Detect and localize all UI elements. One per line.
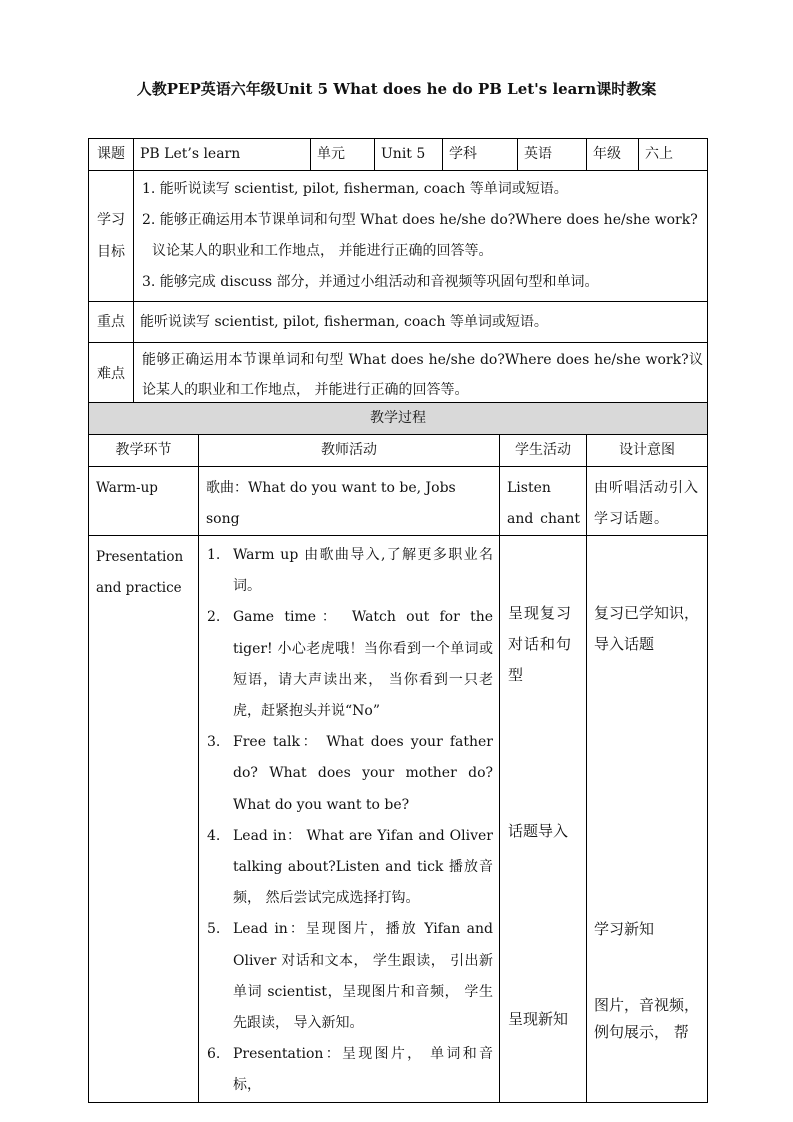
document-title: 人教PEP英语六年级Unit 5 What does he do PB Let's learn课时教案	[136, 80, 657, 98]
process-table	[88, 402, 708, 1103]
item-number: 6.	[207, 1046, 221, 1063]
teacher-activity-item	[207, 821, 493, 915]
item-text: Warm up 由歌曲导入,了解更多职业名词。	[233, 547, 493, 595]
student-activity-3: 呈现新知	[508, 1010, 569, 1028]
difficulty-row	[89, 343, 708, 407]
item-number: 2.	[207, 609, 221, 626]
objectives-row	[89, 171, 708, 302]
student-activity-1: 呈现复习对话和句型	[508, 604, 573, 684]
teacher-activity-item	[207, 727, 493, 821]
difficulty-text: 能够正确运用本节课单词和句型 What does he/she do?Where does he/she work?议论某人的职业和工作地点， 并能进行正确的回答等。	[134, 343, 708, 407]
column-student: 学生活动	[500, 435, 587, 467]
subject-value: 英语	[518, 139, 587, 171]
item-text: Lead in： What are Yifan and Oliver talking about?Listen and tick 播放音频， 然后尝试完成选择打钩。	[233, 827, 493, 907]
presentation-stage-line2: and practice	[96, 580, 182, 596]
objective-item: 2. 能够正确运用本节课单词和句型 What does he/she do?Where does he/she work?	[142, 212, 698, 228]
unit-value: Unit 5	[375, 139, 443, 171]
info-row	[89, 139, 708, 171]
objective-item: 1. 能听说读写 scientist, pilot, fisherman, coach 等单词或短语。	[142, 181, 568, 197]
key-point-row	[89, 302, 708, 343]
purpose-1: 复习已学知识，导入话题	[594, 604, 700, 653]
column-stage: 教学环节	[89, 435, 199, 467]
item-number: 5.	[207, 921, 221, 938]
subject-label: 学科	[443, 139, 518, 171]
grade-label: 年级	[587, 139, 639, 171]
warmup-stage: Warm-up	[89, 467, 199, 536]
warmup-purpose: 由听唱活动引入学习话题。	[587, 467, 708, 536]
column-purpose: 设计意图	[587, 435, 708, 467]
presentation-stage	[89, 536, 199, 1103]
lesson-value: PB Let’s learn	[134, 139, 311, 171]
purpose-2: 学习新知	[594, 920, 655, 938]
presentation-row	[89, 536, 708, 1103]
warmup-row	[89, 467, 708, 536]
item-number: 3.	[207, 734, 221, 751]
objective-item: 3. 能够完成 discuss 部分，并通过小组活动和音视频等巩固句型和单词。	[142, 274, 599, 290]
grade-value: 六上	[639, 139, 708, 171]
teacher-activity-item	[207, 540, 493, 602]
key-point-label: 重点	[89, 302, 134, 343]
item-number: 4.	[207, 827, 221, 844]
item-text: Free talk： What does your father do? What does your mother do?What do you want to be?	[233, 734, 493, 813]
objectives-label	[89, 171, 134, 302]
student-activity-2: 话题导入	[508, 822, 569, 840]
difficulty-label: 难点	[89, 343, 134, 407]
warmup-student: Listen and chant	[500, 467, 587, 536]
objective-item: 议论某人的职业和工作地点， 并能进行正确的回答等。	[152, 243, 493, 259]
lesson-label: 课题	[89, 139, 134, 171]
process-header-row	[89, 403, 708, 435]
presentation-purpose	[587, 536, 708, 1103]
teacher-activity-item	[207, 1039, 493, 1101]
process-columns-row	[89, 435, 708, 467]
presentation-student	[500, 536, 587, 1103]
teacher-activity-item	[207, 602, 493, 727]
purpose-3: 图片，音视频，例句展示， 帮	[594, 996, 700, 1041]
item-text: Lead in：呈现图片，播放 Yifan and Oliver 对话和文本， 学生跟读， 引出新单词 scientist，呈现图片和音频， 学生先跟读， 导入新知。	[233, 921, 493, 1032]
column-teacher: 教师活动	[199, 435, 500, 467]
item-number: 1.	[207, 547, 221, 563]
presentation-teacher	[199, 536, 500, 1103]
item-text: Game time： Watch out for the tiger! 小心老虎哦！当你看到一个单词或短语，请大声读出来， 当你看到一只老虎，赶紧抱头并说“No”	[233, 609, 493, 720]
teacher-activity-item	[207, 914, 493, 1039]
objectives-label-line1: 学习	[97, 212, 125, 228]
unit-label: 单元	[311, 139, 375, 171]
key-point-text: 能听说读写 scientist, pilot, fisherman, coach 等单词或短语。	[134, 302, 708, 343]
objectives-label-line2: 目标	[97, 244, 125, 260]
presentation-stage-line1: Presentation	[96, 549, 184, 565]
item-text: Presentation：呈现图片， 单词和音标，	[233, 1046, 493, 1094]
teacher-activity-list	[207, 540, 493, 1102]
warmup-teacher: 歌曲：What do you want to be, Jobs song	[199, 467, 500, 536]
process-header: 教学过程	[89, 403, 708, 435]
lesson-info-table	[88, 138, 708, 407]
objectives-content	[134, 171, 708, 302]
